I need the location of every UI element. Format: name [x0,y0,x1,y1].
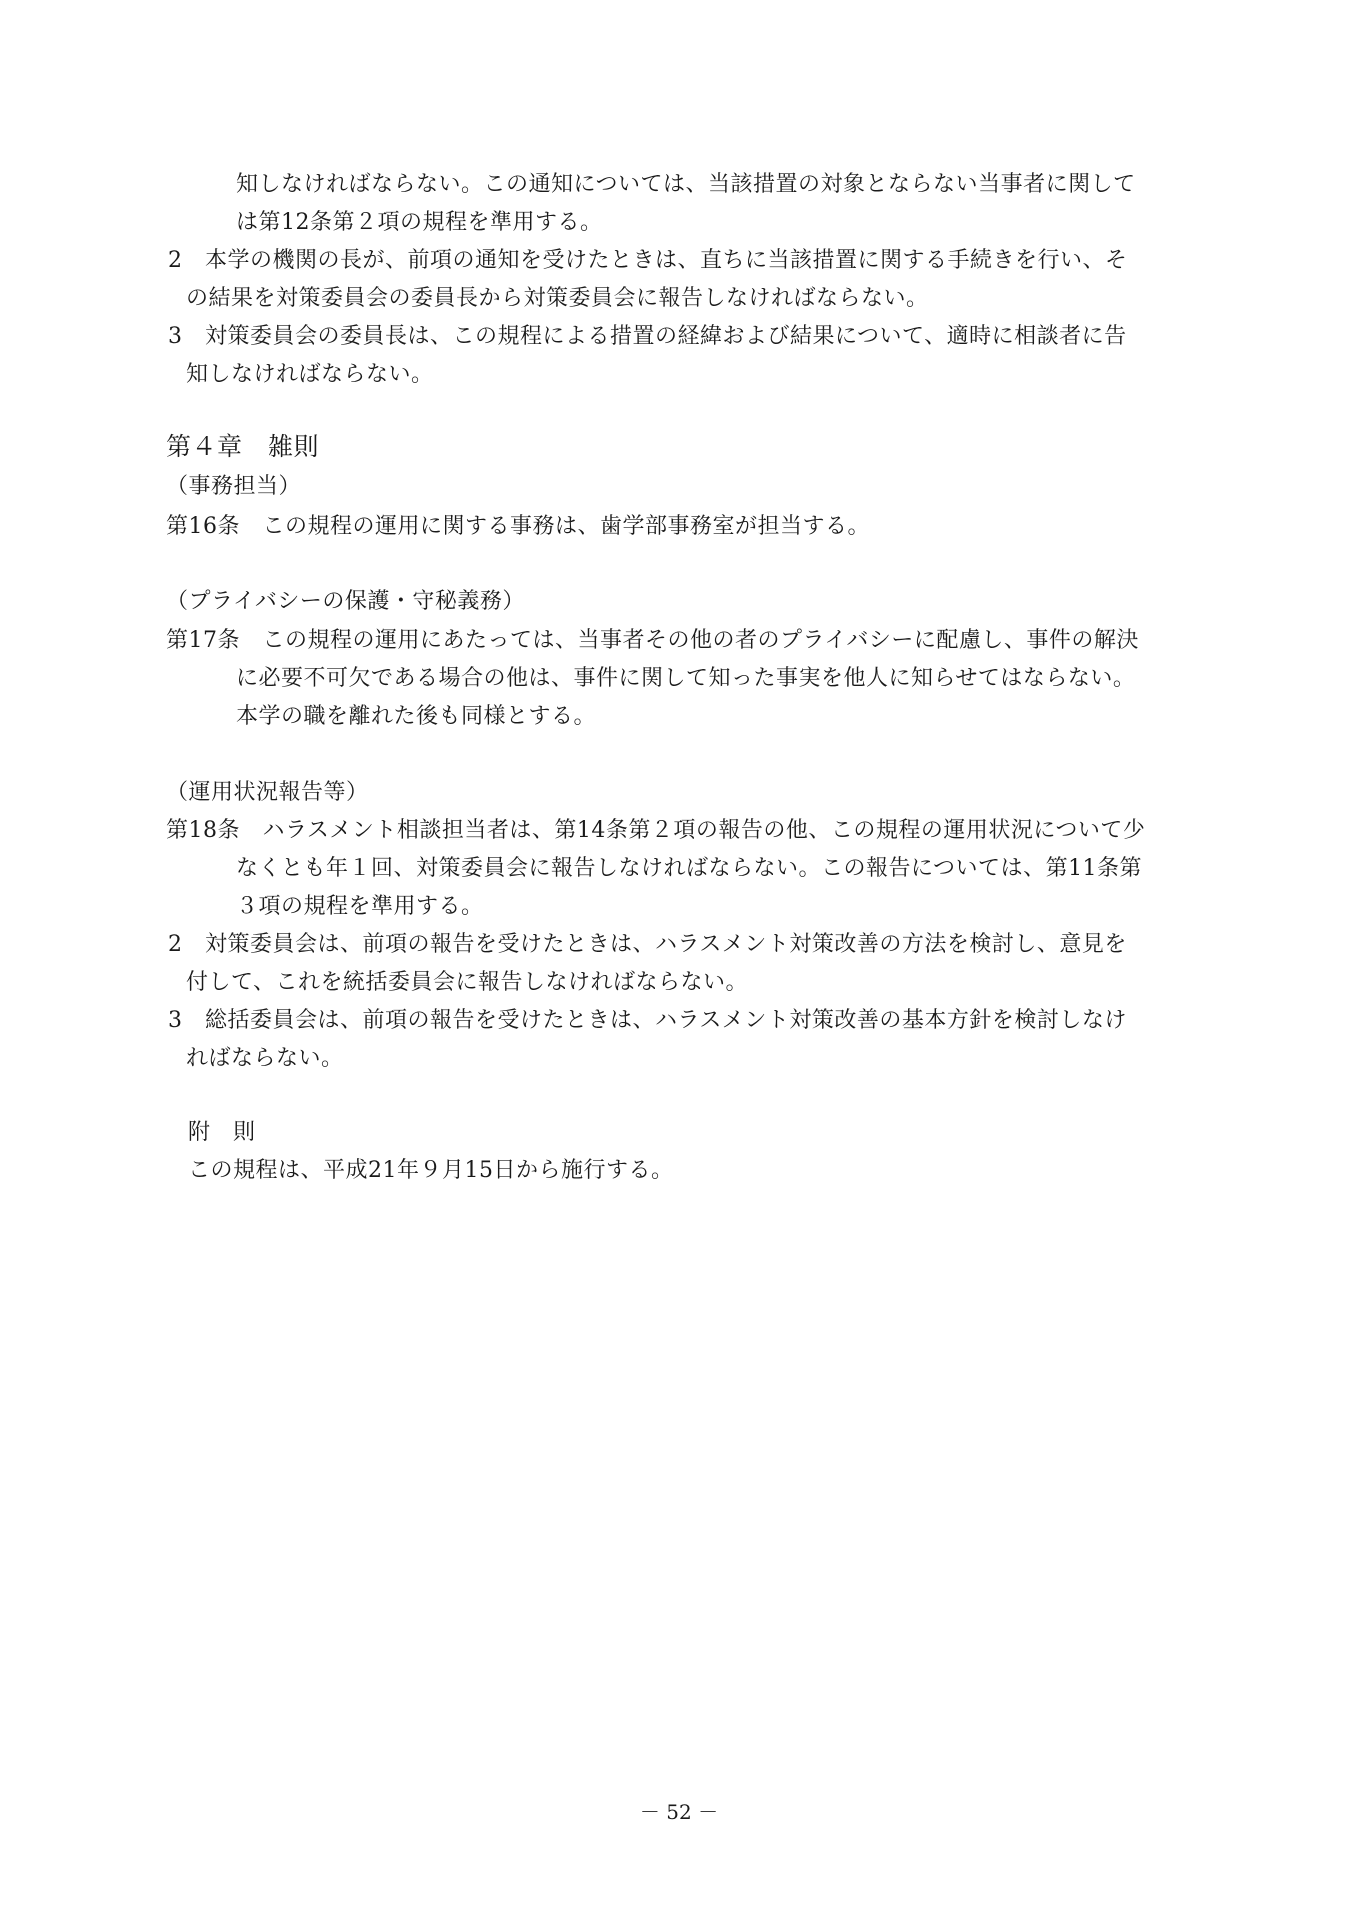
chapter-4-heading: 第４章 雑則 [166,432,320,461]
article-17-line-2: に必要不可欠である場合の他は、事件に関して知った事実を他人に知らせてはならない。 [236,666,1136,691]
article-18-line-3: ３項の規程を準用する。 [236,894,484,919]
supplementary-provisions-title: 附 則 [188,1120,256,1145]
article-18-paragraph-2-line-2: 付して、これを統括委員会に報告しなければならない。 [186,970,749,995]
article-18-paragraph-3-line-2: ればならない。 [186,1046,344,1071]
paragraph-2-line-1: 2 本学の機関の長が、前項の通知を受けたときは、直ちに当該措置に関する手続きを行い、そ [168,248,1128,273]
article-18-paragraph-3-line-1: 3 総括委員会は、前項の報告を受けたときは、ハラスメント対策改善の基本方針を検討しなけ [168,1008,1127,1033]
paragraph-2-line-2: の結果を対策委員会の委員長から対策委員会に報告しなければならない。 [186,286,929,311]
intro-line-2: は第12条第２項の規程を準用する。 [236,210,603,235]
article-18-caption: （運用状況報告等） [166,780,369,805]
article-17-line-1: 第17条 この規程の運用にあたっては、当事者その他の者のプライバシーに配慮し、事件の解決 [166,628,1139,653]
article-17-caption: （プライバシーの保護・守秘義務） [166,589,525,614]
paragraph-3-line-2: 知しなければならない。 [186,362,434,387]
paragraph-3-line-1: 3 対策委員会の委員長は、この規程による措置の経緯および結果について、適時に相談者に告 [168,324,1127,349]
article-18-paragraph-2-line-1: 2 対策委員会は、前項の報告を受けたときは、ハラスメント対策改善の方法を検討し、意見を [168,932,1127,957]
article-17-line-3: 本学の職を離れた後も同様とする。 [236,704,597,729]
supplementary-provisions-text: この規程は、平成21年９月15日から施行する。 [188,1158,674,1183]
article-16-line-1: 第16条 この規程の運用に関する事務は、歯学部事務室が担当する。 [166,514,870,539]
article-16-caption: （事務担当） [166,474,302,499]
intro-line-1: 知しなければならない。この通知については、当該措置の対象とならない当事者に関して [236,172,1136,197]
article-18-line-2: なくとも年１回、対策委員会に報告しなければならない。この報告については、第11条第 [236,856,1143,881]
article-18-line-1: 第18条 ハラスメント相談担当者は、第14条第２項の報告の他、この規程の運用状況について少 [166,818,1146,843]
page-number: － 52 － [639,1800,719,1824]
